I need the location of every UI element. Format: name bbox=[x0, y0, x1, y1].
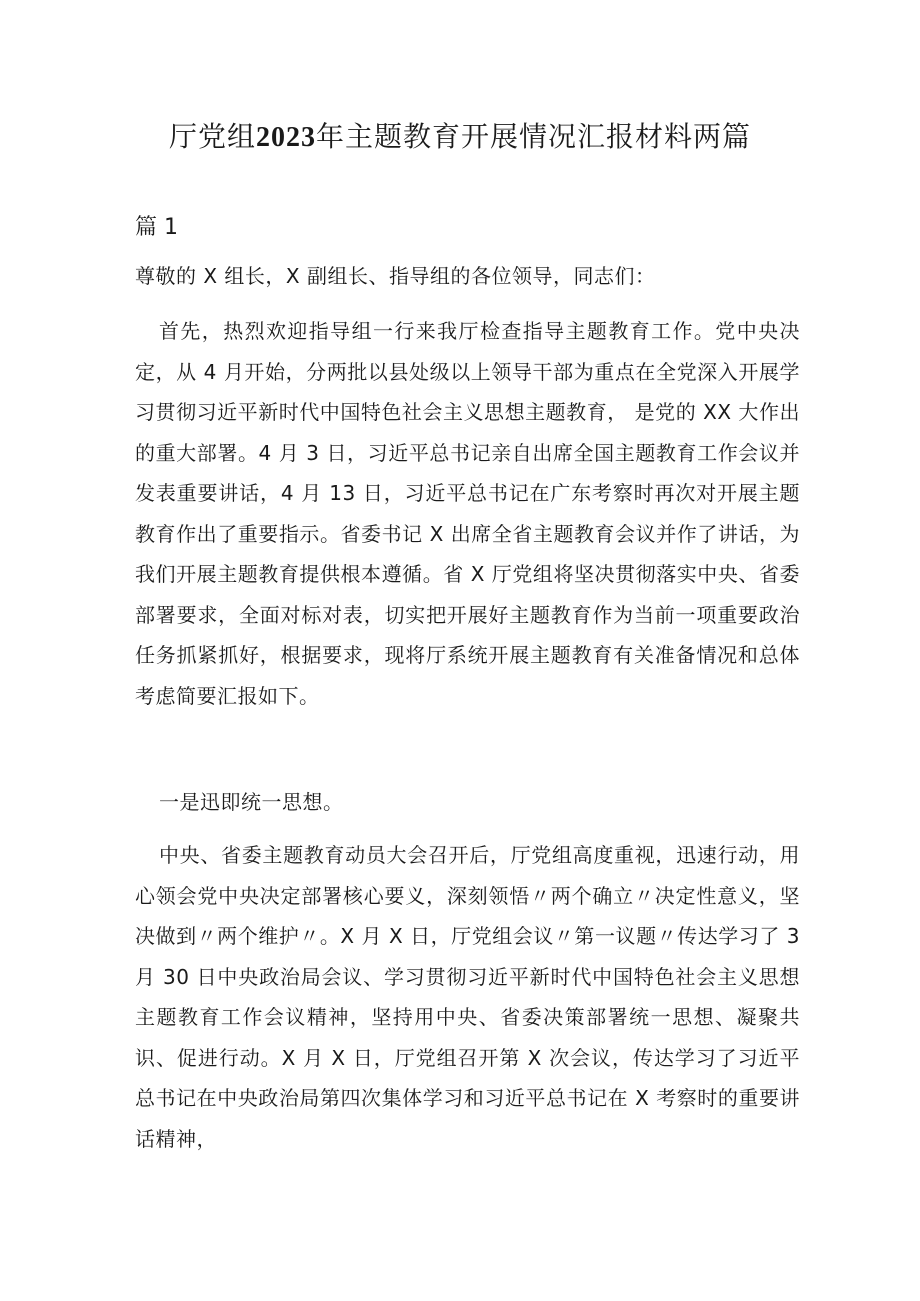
title-year: 2023 bbox=[256, 122, 316, 153]
salutation: 尊敬的 X 组长，X 副组长、指导组的各位领导，同志们： bbox=[135, 264, 656, 288]
paragraph-unify-thinking: 中央、省委主题教育动员大会召开后，厅党组高度重视，迅速行动，用心领会党中央决定部署核心要义，深刻领悟〃两个确立〃决定性意义，坚决做到〃两个维护〃。X 月 X 日，厅党组会议〃第一议题〃传达学习了 3 月 30 日中央政治局会议、学习贯彻习近平新时代中国特色社会主义思想主题教育工作会议精神，坚持用中央、省委决策部署统一思想、凝聚共识、促进行动。X 月 X 日，厅党组召开第 X 次会议，传达学习了习近平总书记在中央政治局第四次集体学习和习近平总书记在 X 考察时的重要讲话精神， bbox=[135, 843, 800, 1151]
paragraph-intro: 首先，热烈欢迎指导组一行来我厅检查指导主题教育工作。党中央决定，从 4 月开始，分两批以县处级以上领导干部为重点在全党深入开展学习贯彻习近平新时代中国特色社会主义思想主题教育， 是党的 XX 大作出的重大部署。4 月 3 日，习近平总书记亲自出席全国主题教育工作会议并发表重要讲话，4 月 13 日，习近平总书记在广东考察时再次对开展主题教育作出了重要指示。省委书记 X 出席全省主题教育会议并作了讲话，为我们开展主题教育提供根本遵循。省 X 厅党组将坚决贯彻落实中央、省委部署要求，全面对标对表，切实把开展好主题教育作为当前一项重要政治任务抓紧抓好，根据要求，现将厅系统开展主题教育有关准备情况和总体考虑简要汇报如下。 bbox=[135, 319, 800, 708]
document-title bbox=[0, 112, 920, 163]
section-label: 篇 1 bbox=[135, 215, 178, 240]
title-suffix: 年主题教育开展情况汇报材料两篇 bbox=[316, 120, 752, 153]
title-prefix: 厅党组 bbox=[168, 120, 256, 153]
subheading-unify-thinking: 一是迅即统一思想。 bbox=[159, 790, 344, 814]
